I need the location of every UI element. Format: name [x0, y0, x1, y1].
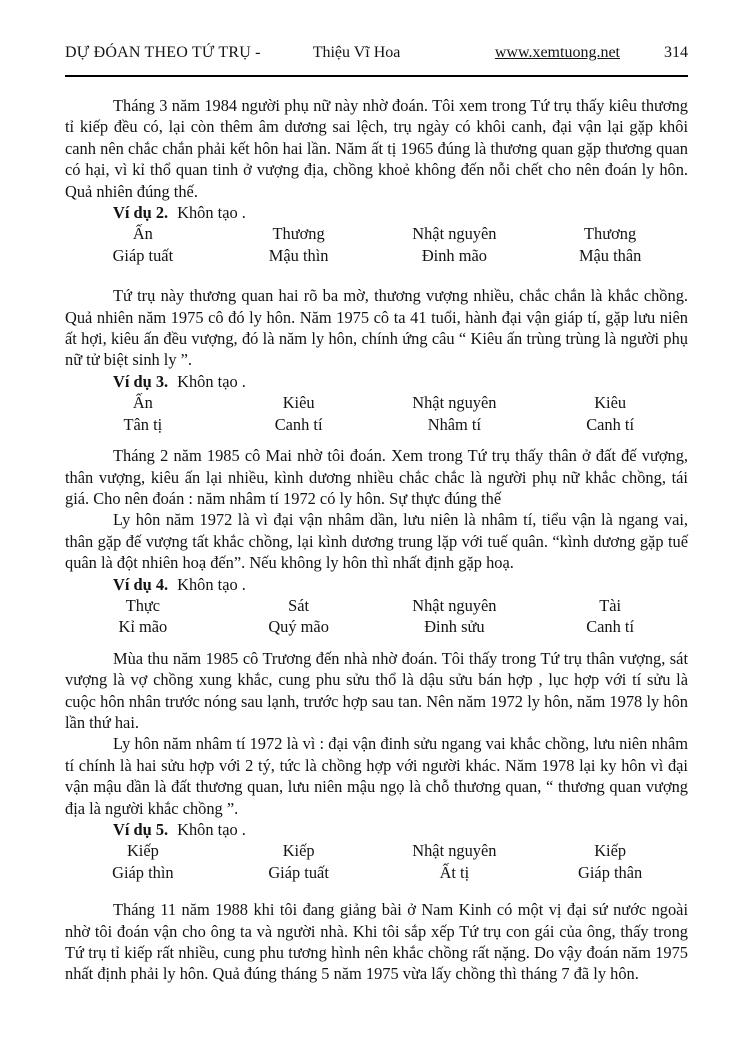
example-5-number: Ví dụ 5. — [113, 820, 169, 839]
paragraph-5: Mùa thu năm 1985 cô Trương đến nhà nhờ đoán. Tôi thấy trong Tứ trụ thân vượng, sát vượng là vợ chồng xung khắc, cung phu sửu thổ là dậu sửu bán hợp , lục hợp với tí sửu là cuộc hôn nhân trước nóng sau lạnh, trước hợp sau tan. Nên năm 1972 ly hôn, năm 1978 ly hôn lần thứ hai. — [65, 648, 688, 732]
role-cell: Kiếp — [282, 841, 315, 861]
example-4-number: Ví dụ 4. — [113, 574, 169, 594]
example-3-type: Khôn tạo . — [177, 371, 246, 391]
example-2-type: Khôn tạo . — [177, 203, 246, 223]
author-name: Thiệu Vĩ Hoa — [312, 44, 401, 61]
role-cell: Nhật nguyên — [412, 393, 497, 413]
example-2-pillar-table — [65, 223, 688, 266]
role-cell: Nhật nguyên — [412, 841, 497, 861]
example-5-label — [65, 819, 688, 840]
role-cell: Thương — [584, 224, 637, 244]
role-cell: Kiêu — [282, 393, 315, 413]
pillar-cell: Giáp thân — [578, 862, 643, 882]
book-title: DỰ ĐÓAN THEO TỨ TRỤ - — [65, 44, 261, 61]
page-header — [0, 0, 744, 62]
paragraph-4: Ly hôn năm 1972 là vì đại vận nhâm dần, lưu niên là nhâm tí, tiểu vận là ngang vai, thân gặp đế vượng tất khắc chồng, lại kình dương trung lặp với tuế quân. “kình dương gặp tuế quân là đột nhiên hoạ đến”. Nếu không ly hôn thì nhất định gặp hoạ. — [65, 510, 688, 573]
page-content — [0, 77, 744, 985]
role-cell: Nhật nguyên — [412, 595, 497, 615]
pillar-cell: Mậu thân — [578, 245, 642, 265]
pillar-cell: Kỉ mão — [118, 617, 168, 637]
paragraph-7: Tháng 11 năm 1988 khi tôi đang giảng bài ở Nam Kinh có một vị đại sứ nước ngoài nhờ tôi đoán vận cho ông ta và người nhà. Khi tôi sắp xếp Tứ trụ con gái của ông, thấy trong Tứ trụ tỉ kiếp rất nhiều, cung phu tương hình nên khắc chồng rất nặng. Do vậy đoán năm 1975 nhất định phải ly hôn. Quả đúng tháng 5 năm 1975 vừa lấy chồng thì tháng 7 đã ly hôn. — [65, 900, 688, 984]
example-5-type: Khôn tạo . — [177, 820, 246, 839]
pillar-cell: Quý mão — [268, 617, 329, 637]
example-5-pillar-table — [65, 840, 688, 883]
pillar-cell: Canh tí — [586, 414, 635, 434]
role-cell: Thực — [125, 595, 161, 615]
role-cell: Tài — [599, 595, 622, 615]
pillar-cell: Giáp thìn — [112, 862, 174, 882]
paragraph-3: Tháng 2 năm 1985 cô Mai nhờ tôi đoán. Xem trong Tứ trụ thấy thân ở đất đế vượng, thân vượng, kiêu ấn lại nhiều, kình dương nhiều chắc chắc là người phụ nữ khắc chồng, tái giá. Cho nên đoán : năm nhâm tí 1972 có ly hôn. Sự thực đúng thế — [65, 446, 688, 508]
example-3-pillar-table — [65, 392, 688, 435]
paragraph-2: Tứ trụ này thương quan hai rõ ba mờ, thương vượng nhiều, chắc chắn là khắc chồng. Quả nhiên năm 1975 cô đó ly hôn. Năm 1975 cô ta 41 tuổi, hành đại vận giáp tí, gặp lưu niên ất hợi, kiêu ấn đều vượng, đó là năm ly hôn, chính ứng câu “ Kiêu ấn trùng trùng là người phụ nữ tử biệt sinh ly ”. — [65, 286, 688, 370]
example-3-number: Ví dụ 3. — [113, 371, 169, 391]
pillar-cell: Canh tí — [586, 617, 635, 637]
role-cell: Kiếp — [126, 841, 159, 861]
pillar-cell: Mậu thìn — [268, 245, 329, 265]
pillar-cell: Giáp tuất — [112, 245, 174, 265]
role-cell: Kiêu — [594, 393, 627, 413]
pillar-cell: Đinh sửu — [424, 617, 485, 637]
pillar-cell: Đinh mão — [421, 245, 487, 265]
pillar-cell: Canh tí — [274, 414, 323, 434]
pillar-cell: Giáp tuất — [268, 862, 329, 882]
role-cell: Sát — [288, 595, 310, 615]
page-number: 314 — [664, 44, 688, 61]
paragraph-6: Ly hôn năm nhâm tí 1972 là vì : đại vận đinh sửu ngang vai khắc chồng, lưu niên nhâm tí chính là hai sửu hợp với 2 tý, tức là chồng hợp với người khác. Năm 1978 lại ky hôn vì đại vận mậu dần là đất thương quan, lưu niên mậu ngọ là chỗ thương quan, “ thương quan vượng địa là người khắc chồng ”. — [65, 734, 688, 818]
pillar-cell: Tân tị — [123, 414, 163, 434]
example-3-label — [65, 371, 688, 392]
website-link: www.xemtuong.net — [494, 44, 620, 61]
role-cell: Thương — [272, 224, 325, 244]
example-4-pillar-table — [65, 595, 688, 638]
example-2-number: Ví dụ 2. — [113, 203, 169, 223]
pillar-cell: Ất tị — [439, 862, 470, 882]
role-cell: Kiếp — [594, 841, 627, 861]
example-2-label — [65, 202, 688, 223]
paragraph-1: Tháng 3 năm 1984 người phụ nữ này nhờ đoán. Tôi xem trong Tứ trụ thấy kiêu thương tỉ kiếp đều có, lại còn thêm âm dương sai lệch, trụ ngày có khôi canh, đại vận lại gặp khôi canh nên chắc chắn phải kết hôn hai lần. Năm ất tị 1965 đúng là thương quan gặp thương quan có hại, vì kỉ thổ quan tinh ở vượng địa, chồng khoẻ không đến nỗi chết cho nên đoán ly hôn. Quả nhiên đúng thế. — [65, 96, 688, 201]
role-cell: Ấn — [132, 224, 153, 244]
pillar-cell: Nhâm tí — [427, 414, 481, 434]
example-4-type: Khôn tạo . — [177, 574, 246, 594]
example-4-label — [65, 574, 688, 595]
role-cell: Nhật nguyên — [412, 224, 497, 244]
role-cell: Ấn — [132, 393, 153, 413]
